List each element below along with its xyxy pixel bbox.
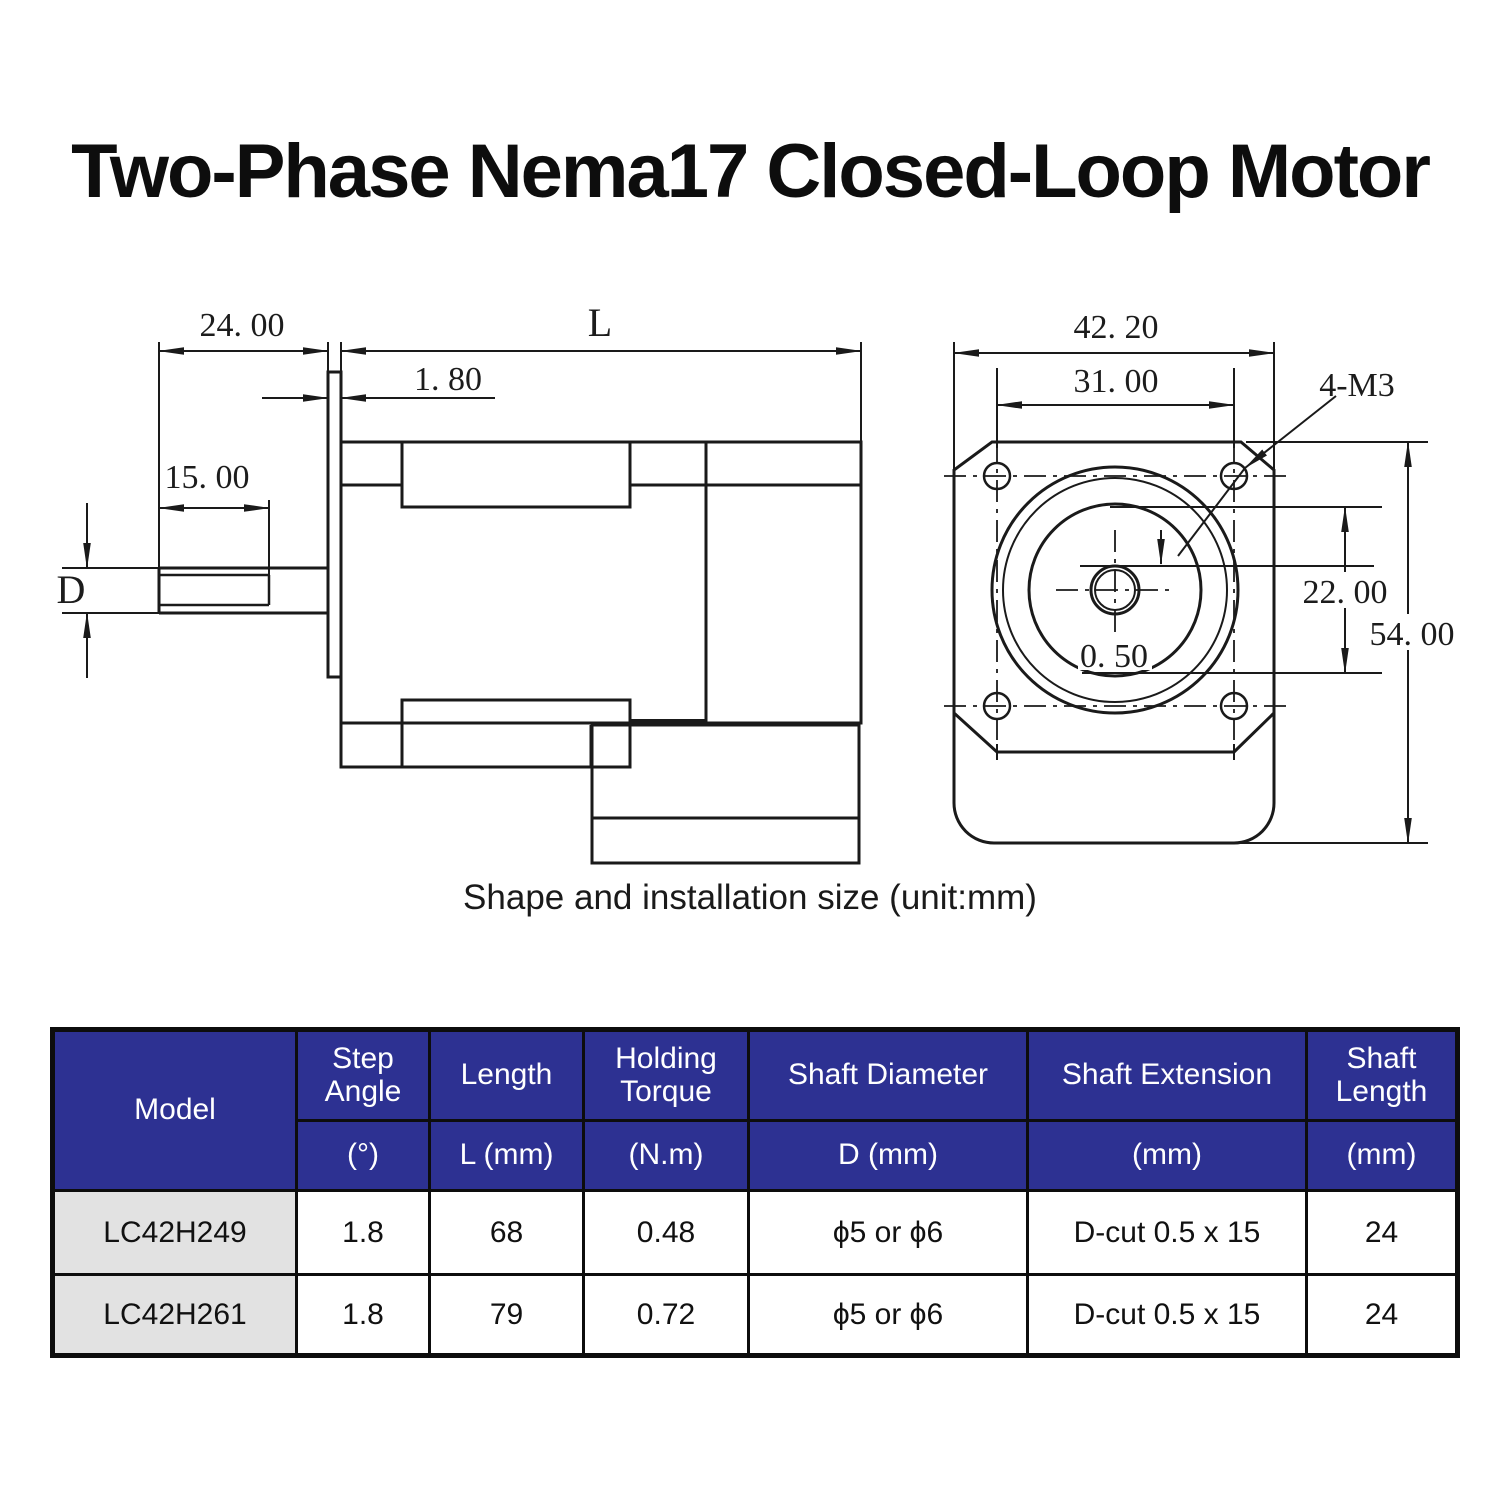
dim-pilot-diameter: 22. 00: [1302, 574, 1388, 611]
col-header-shaft-length: Shaft Length: [1307, 1030, 1458, 1121]
unit-holding-torque: (N.m): [584, 1121, 749, 1191]
step-angle-value: 1.8: [297, 1191, 430, 1275]
table-row: [53, 1275, 1458, 1356]
col-header-shaft-diameter: Shaft Diameter: [749, 1030, 1028, 1121]
label-sticker-top: [402, 442, 630, 507]
unit-shaft-length: (mm): [1307, 1121, 1458, 1191]
motor-body: [341, 442, 861, 863]
dim-dcut-length: 15. 00: [164, 459, 250, 496]
shaft-extension-value: D-cut 0.5 x 15: [1028, 1191, 1307, 1275]
length-value: 79: [430, 1275, 584, 1356]
header-row: [53, 1030, 1458, 1121]
dim-flange-thickness: 1. 80: [414, 361, 482, 398]
shaft-length-value: 24: [1307, 1275, 1458, 1356]
unit-step-angle: (°): [297, 1121, 430, 1191]
dim-body-length: L: [587, 300, 613, 345]
shaft-length-value: 24: [1307, 1191, 1458, 1275]
model-name: LC42H249: [53, 1191, 297, 1275]
unit-shaft-extension: (mm): [1028, 1121, 1307, 1191]
table-row: [53, 1191, 1458, 1275]
model-name: LC42H261: [53, 1275, 297, 1356]
dim-hole-spacing: 31. 00: [1073, 363, 1159, 400]
shaft-diameter-value: ϕ5 or ϕ6: [749, 1275, 1028, 1356]
col-header-model: Model: [53, 1030, 297, 1191]
unit-length: L (mm): [430, 1121, 584, 1191]
dim-shaft-extension: 24. 00: [199, 307, 285, 344]
dim-shaft-diameter: D: [56, 567, 86, 612]
col-header-length: Length: [430, 1030, 584, 1121]
length-value: 68: [430, 1191, 584, 1275]
motor-shaft: [159, 568, 328, 613]
front-flange: [328, 372, 341, 677]
page-title: Two-Phase Nema17 Closed-Loop Motor: [71, 129, 1429, 214]
side-view: [159, 372, 861, 863]
encoder-housing: [592, 725, 859, 863]
spec-table: [50, 1027, 1460, 1358]
holding-torque-value: 0.72: [584, 1275, 749, 1356]
col-header-holding-torque: Holding Torque: [584, 1030, 749, 1121]
dim-mounting-holes: 4-M3: [1319, 367, 1395, 404]
col-header-shaft-extension: Shaft Extension: [1028, 1030, 1307, 1121]
centerlines: [944, 440, 1288, 740]
shaft-extension-value: D-cut 0.5 x 15: [1028, 1275, 1307, 1356]
dim-dcut-depth: 0. 50: [1080, 638, 1148, 675]
dim-flange-height: 54. 00: [1369, 616, 1455, 653]
shaft-diameter-value: ϕ5 or ϕ6: [749, 1191, 1028, 1275]
holding-torque-value: 0.48: [584, 1191, 749, 1275]
step-angle-value: 1.8: [297, 1275, 430, 1356]
dim-flange-width: 42. 20: [1073, 309, 1159, 346]
unit-shaft-diameter: D (mm): [749, 1121, 1028, 1191]
drawing-caption: Shape and installation size (unit:mm): [463, 878, 1037, 917]
label-sticker-bottom: [402, 700, 630, 767]
col-header-step-angle: Step Angle: [297, 1030, 430, 1121]
